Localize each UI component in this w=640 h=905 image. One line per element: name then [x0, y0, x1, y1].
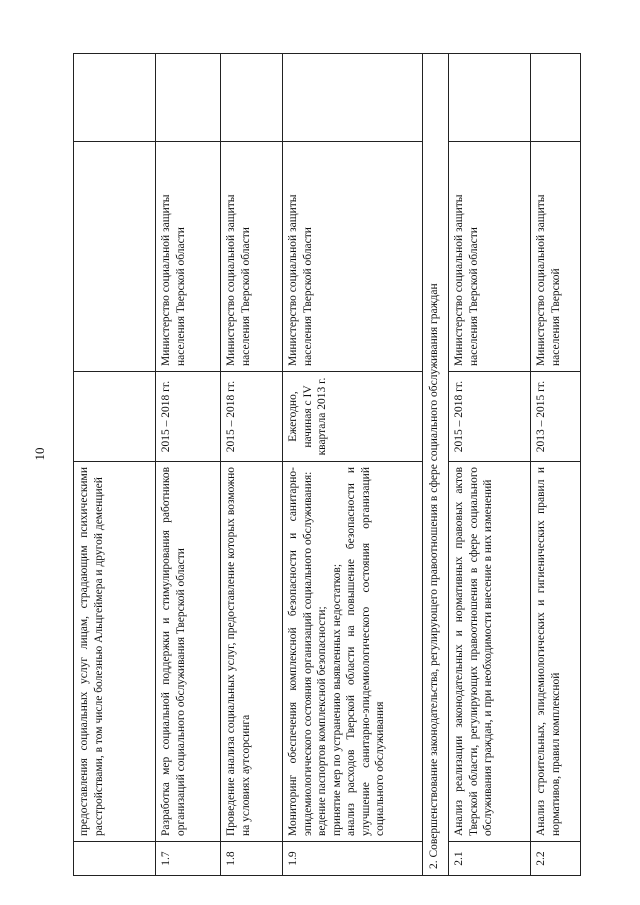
table-row: [74, 54, 156, 876]
row-number: [74, 842, 156, 876]
row-number: 1.8: [221, 842, 283, 876]
responsible-cell: Министерство социальной защиты населения Тверской области: [156, 142, 221, 372]
extra-cell: [156, 54, 221, 142]
row-number: 1.9: [283, 842, 423, 876]
measure-text: Мониторинг обеспечения комплексной безопасности и санитарно-эпидемиологического состояния организаций социального обслуживания: ведение паспортов комплексной безопасности; принятие мер по устранению выявленных недостатков; анализ расходов Тверской области на повышение безопасности и улучшение санитарно-эпидемиологического состояния организаций социального обслуживания: [283, 462, 423, 842]
rotated-table-container: [73, 54, 621, 876]
responsible-cell: Министерство социальной защиты населения Тверской области: [221, 142, 283, 372]
table-row: [283, 54, 423, 876]
period-cell: 2015 – 2018 гг.: [221, 372, 283, 462]
responsible-cell: Министерство социальной защиты населения Тверской области: [283, 142, 423, 372]
table-row: [449, 54, 531, 876]
section-title: 2. Совершенствование законодательства, регулирующего правоотношения в сфере социального обслуживания граждан: [423, 54, 449, 876]
measure-text: предоставления социальных услуг лицам, страдающим психическими расстройствами, в том числе болезнью Альцгеймера и другой деменцией: [74, 462, 156, 842]
measure-text: Анализ строительных, эпидемиологических и гигиенических правил и нормативов, правил комплексной: [531, 462, 581, 842]
row-number: 2.2: [531, 842, 581, 876]
measures-table: [73, 53, 581, 876]
period-cell: Ежегодно, начиная с IV квартала 2013 г.: [283, 372, 423, 462]
measure-text: Проведение анализа социальных услуг, предоставление которых возможно на условиях аутсорсинга: [221, 462, 283, 842]
extra-cell: [74, 54, 156, 142]
responsible-cell: Министерство социальной защиты населения Тверской: [531, 142, 581, 372]
extra-cell: [221, 54, 283, 142]
measure-text: Анализ реализации законодательных и нормативных правовых актов Тверской области, регулирующих правоотношения в сфере социального обслуживания граждан, и при необходимости внесение в них изменений: [449, 462, 531, 842]
extra-cell: [449, 54, 531, 142]
section-header-row: [423, 54, 449, 876]
table-row: [221, 54, 283, 876]
extra-cell: [283, 54, 423, 142]
period-cell: 2013 – 2015 гг.: [531, 372, 581, 462]
table-row: [156, 54, 221, 876]
page-number: 10: [32, 447, 47, 461]
period-cell: 2015 – 2018 гг.: [156, 372, 221, 462]
row-number: 2.1: [449, 842, 531, 876]
responsible-cell: Министерство социальной защиты населения Тверской области: [449, 142, 531, 372]
extra-cell: [531, 54, 581, 142]
measure-text: Разработка мер социальной поддержки и стимулирования работников организаций социального обслуживания Тверской области: [156, 462, 221, 842]
period-cell: 2015 – 2018 гг.: [449, 372, 531, 462]
row-number: 1.7: [156, 842, 221, 876]
responsible-cell: [74, 142, 156, 372]
table-row: [531, 54, 581, 876]
period-cell: [74, 372, 156, 462]
